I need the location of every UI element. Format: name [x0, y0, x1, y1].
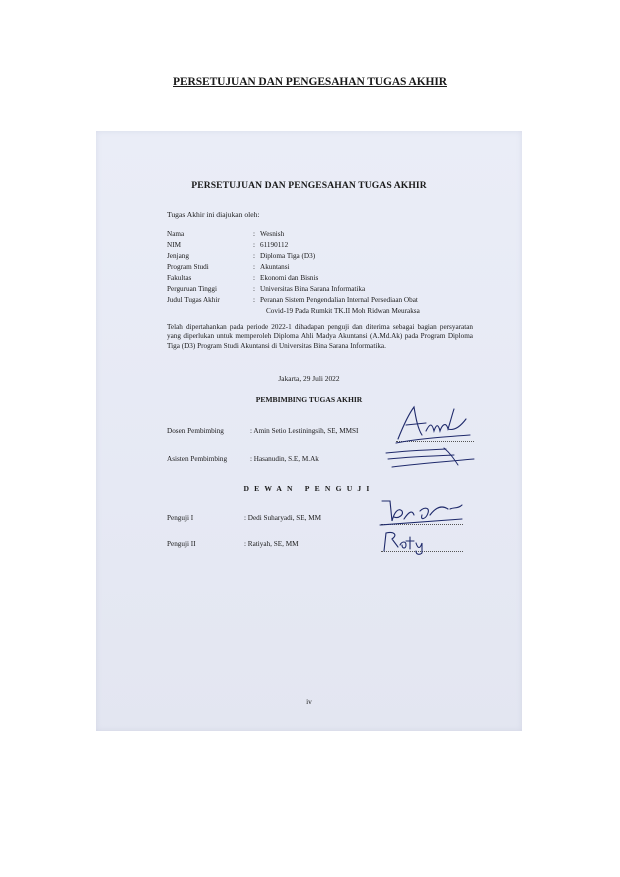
examiner-2-name: : Ratiyah, SE, MM	[244, 540, 299, 548]
page-number: iv	[306, 697, 312, 706]
field-label-perguruan-tinggi: Perguruan Tinggi	[167, 285, 217, 293]
field-value-program-studi: Akuntansi	[260, 263, 290, 271]
field-label-program-studi: Program Studi	[167, 263, 209, 271]
field-colon: :	[253, 285, 255, 293]
field-colon: :	[253, 296, 255, 304]
field-value-nim: 61190112	[260, 241, 289, 249]
examiner-2-signature	[380, 529, 430, 555]
field-colon: :	[253, 252, 255, 260]
examiner-1-name: : Dedi Suharyadi, SE, MM	[244, 514, 322, 522]
document-title: PERSETUJUAN DAN PENGESAHAN TUGAS AKHIR	[191, 180, 427, 191]
field-label-jenjang: Jenjang	[167, 252, 189, 260]
examiner-2-role: Penguji II	[167, 540, 196, 548]
field-value-judul-line2: Covid-19 Pada Rumkit TK.II Moh Ridwan Meuraksa	[266, 307, 420, 315]
assistant-advisor-role: Asisten Pembimbing	[167, 455, 228, 463]
field-value-nama: Wesnish	[260, 230, 285, 238]
advisor-signature	[392, 401, 472, 447]
advisor-role: Dosen Pembimbing	[167, 427, 224, 435]
assistant-advisor-name: : Hasanudin, S.E, M.Ak	[250, 455, 319, 463]
field-label-nama: Nama	[167, 230, 185, 238]
advisors-heading: PEMBIMBING TUGAS AKHIR	[255, 395, 363, 404]
field-value-perguruan-tinggi: Universitas Bina Sarana Informatika	[260, 285, 366, 293]
field-colon: :	[253, 241, 255, 249]
committee-heading: DEWAN PENGUJI	[243, 484, 375, 493]
field-colon: :	[253, 263, 255, 271]
advisor-name: : Amin Setio Lestiningsih, SE, MMSI	[250, 427, 359, 435]
field-value-fakultas: Ekonomi dan Bisnis	[260, 274, 319, 282]
examiner-1-role: Penguji I	[167, 514, 194, 522]
field-value-jenjang: Diploma Tiga (D3)	[260, 252, 316, 260]
page-heading: PERSETUJUAN DAN PENGESAHAN TUGAS AKHIR	[173, 76, 447, 88]
field-colon: :	[253, 274, 255, 282]
examiner-1-signature	[376, 497, 466, 529]
field-label-fakultas: Fakultas	[167, 274, 192, 282]
field-colon: :	[253, 230, 255, 238]
field-value-judul: Peranan Sistem Pengendalian Internal Persediaan Obat	[260, 296, 418, 304]
assistant-advisor-signature	[384, 445, 478, 471]
intro-text: Tugas Akhir ini diajukan oleh:	[167, 210, 260, 219]
approval-paragraph: Telah dipertahankan pada periode 2022-1 dihadapan penguji dan diterima sebagai bagian persyaratan yang diperlukan untuk memperoleh Diploma Ahli Madya Akuntansi (A.Md.Ak) pada Program Diploma Tiga (D3) Program Studi Akuntansi di Universitas Bina Sarana Informatika.	[167, 323, 473, 350]
scanned-approval-sheet	[96, 131, 522, 731]
field-label-nim: NIM	[167, 241, 181, 249]
field-label-judul: Judul Tugas Akhir	[167, 296, 220, 304]
place-date: Jakarta, 29 Juli 2022	[278, 374, 340, 383]
